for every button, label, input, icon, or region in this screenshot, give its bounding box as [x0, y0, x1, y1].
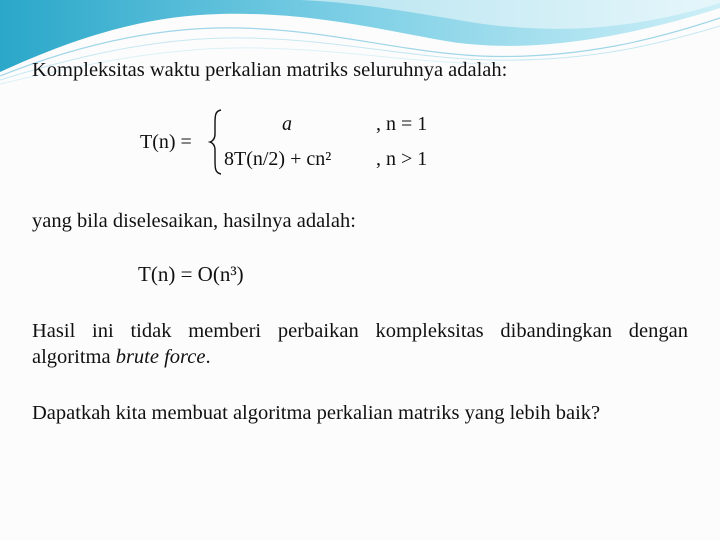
paragraph-question: Dapatkah kita membuat algoritma perkalian matriks yang lebih baik? — [32, 402, 601, 424]
case1-value: a — [282, 113, 292, 135]
case1-condition: , n = 1 — [376, 113, 428, 135]
solution-intro-line: yang bila diselesaikan, hasilnya adalah: — [32, 210, 356, 232]
intro-line: Kompleksitas waktu perkalian matriks seluruhnya adalah: — [32, 59, 508, 81]
paragraph-comparison-period: . — [205, 346, 211, 368]
paragraph-comparison — [32, 318, 688, 370]
recurrence-lhs: T(n) = — [140, 131, 192, 153]
case2-value: 8T(n/2) + cn² — [224, 148, 332, 170]
case2-condition: , n > 1 — [376, 148, 428, 170]
curly-brace-icon — [208, 108, 224, 176]
result-equation: T(n) = O(n³) — [138, 262, 244, 286]
brute-force-emphasis: brute force — [115, 346, 206, 368]
paragraph-comparison-text: Hasil ini tidak memberi perbaikan kompleksitas dibandingkan dengan algoritma — [32, 320, 688, 368]
